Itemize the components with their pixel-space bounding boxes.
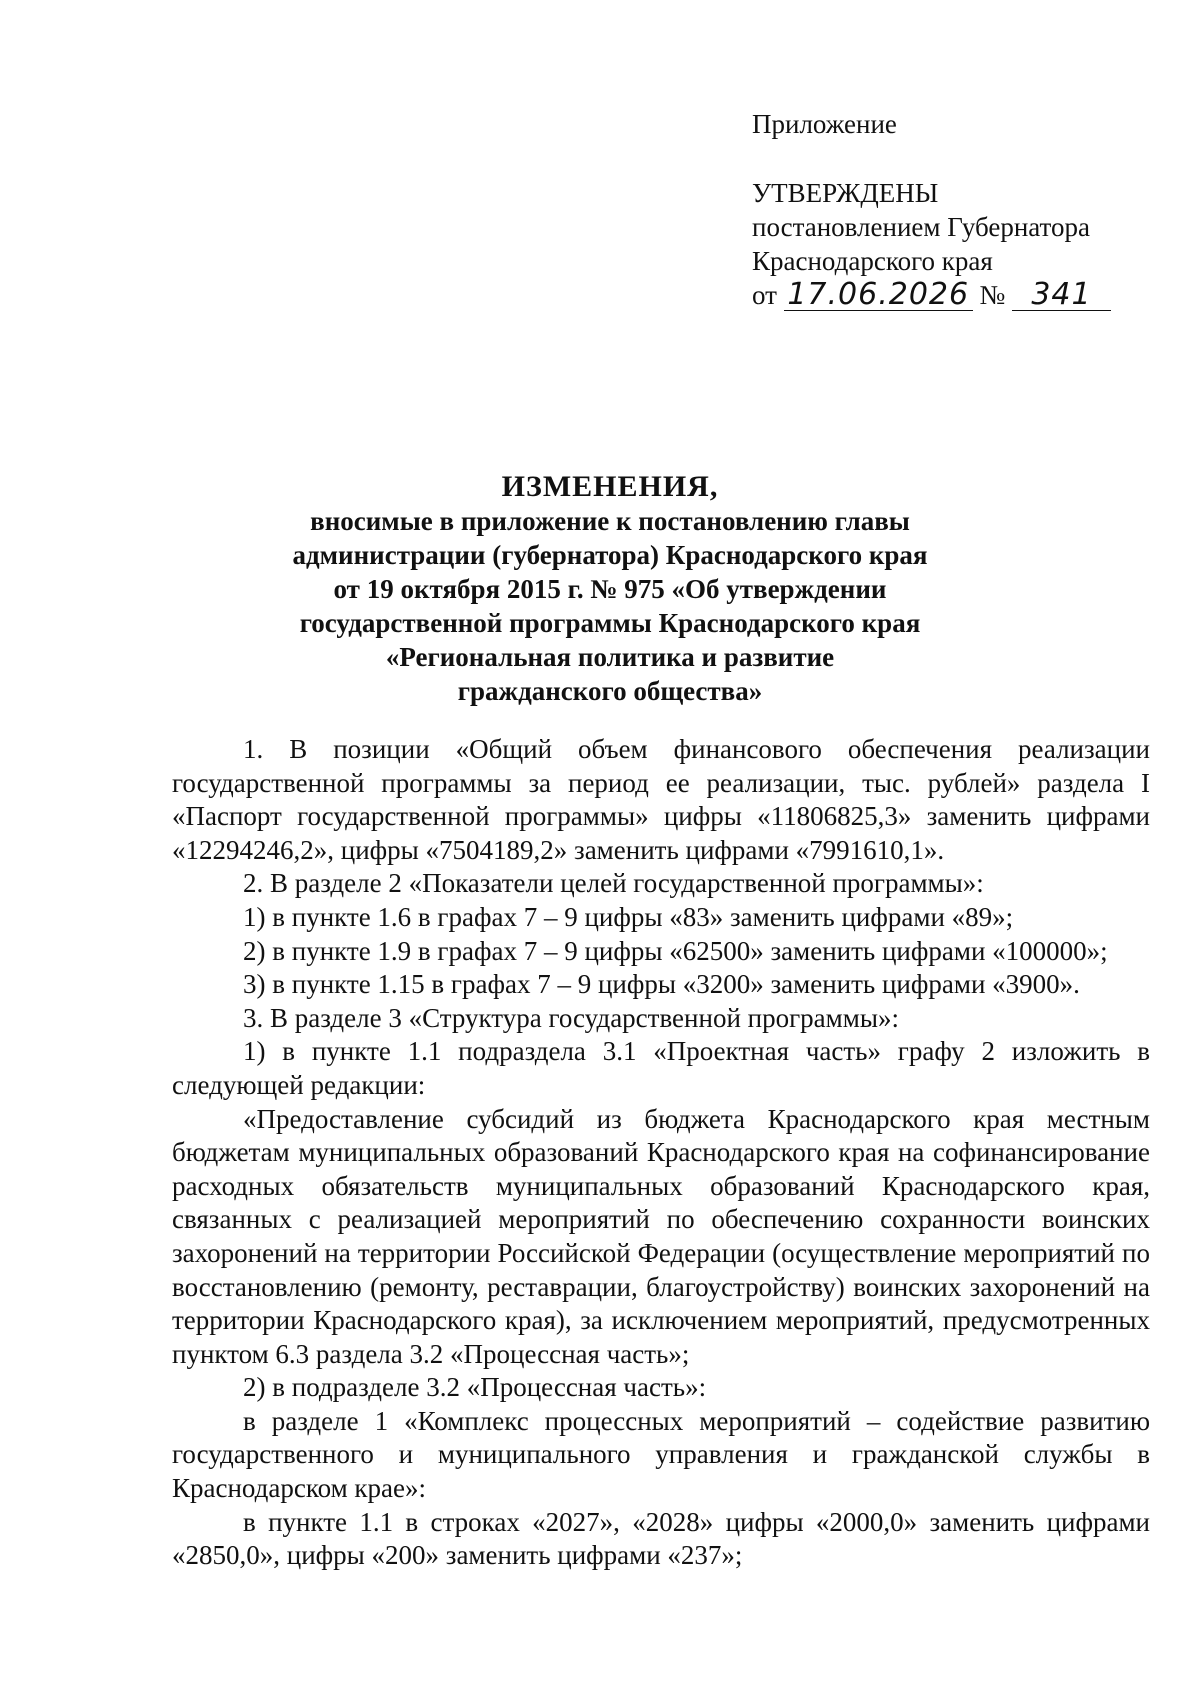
document-title	[240, 470, 980, 708]
paragraph: «Предоставление субсидий из бюджета Краснодарского края местным бюджетам муниципальных образований Краснодарского края на софинансирование расходных обязательств муниципальных образований Краснодарского края, связанных с реализацией мероприятий по обеспечению сохранности воинских захоронений на территории Российской Федерации (осуществление мероприятий по восстановлению (ремонту, реставрации, благоустройству) воинских захоронений на территории Краснодарского края), за исключением мероприятий, предусмотренных пунктом 6.3 раздела 3.2 «Процессная часть»;	[172, 1103, 1150, 1369]
date-prefix: от	[752, 280, 777, 310]
title-line: государственной программы Краснодарского края	[299, 608, 921, 638]
handwritten-number: 341	[1012, 280, 1111, 311]
approved-label: УТВЕРЖДЕНЫ	[752, 178, 939, 208]
title-line: гражданского общества»	[457, 676, 763, 706]
paragraph: 1) в пункте 1.1 подраздела 3.1 «Проектная часть» графу 2 изложить в следующей редакции:	[172, 1036, 1150, 1100]
document-body	[172, 733, 1150, 1573]
paragraph: 3. В разделе 3 «Структура государственной программы»:	[243, 1002, 899, 1033]
paragraph: в пункте 1.1 в строках «2027», «2028» цифры «2000,0» заменить цифрами «2850,0», цифры «200» заменить цифрами «237»;	[172, 1506, 1150, 1571]
title-line: «Региональная политика и развитие	[385, 642, 835, 672]
date-number-line	[752, 278, 1111, 312]
title-line: вносимые в приложение к постановлению главы	[310, 506, 910, 536]
title-line: администрации (губернатора) Краснодарского края	[292, 540, 928, 570]
paragraph: 2) в пункте 1.9 в графах 7 – 9 цифры «62500» заменить цифрами «100000»;	[243, 935, 1108, 966]
decree-label: постановлением Губернатора	[752, 212, 1090, 242]
attachment-label: Приложение	[752, 109, 897, 139]
handwritten-date: 17.06.2026	[784, 280, 973, 311]
title-heading: ИЗМЕНЕНИЯ,	[501, 470, 719, 503]
paragraph: 3) в пункте 1.15 в графах 7 – 9 цифры «3200» заменить цифрами «3900».	[243, 969, 1080, 1000]
paragraph: 1) в пункте 1.6 в графах 7 – 9 цифры «83» заменить цифрами «89»;	[243, 901, 1014, 932]
paragraph: 2) в подразделе 3.2 «Процессная часть»:	[243, 1372, 707, 1403]
paragraph: 1. В позиции «Общий объем финансового обеспечения реализации государственной программы за период ее реализации, тыс. рублей» раздела I «Паспорт государственной программы» цифры «11806825,3» заменить цифрами «12294246,2», цифры «7504189,2» заменить цифрами «7991610,1».	[172, 734, 1150, 865]
title-line: от 19 октября 2015 г. № 975 «Об утверждении	[333, 574, 887, 604]
paragraph: 2. В разделе 2 «Показатели целей государственной программы»:	[243, 868, 984, 899]
region-label: Краснодарского края	[752, 246, 993, 276]
number-prefix: №	[979, 280, 1006, 310]
paragraph: в разделе 1 «Комплекс процессных мероприятий – содействие развитию государственного и муниципального управления и гражданской службы в Краснодарском крае»:	[172, 1405, 1150, 1504]
